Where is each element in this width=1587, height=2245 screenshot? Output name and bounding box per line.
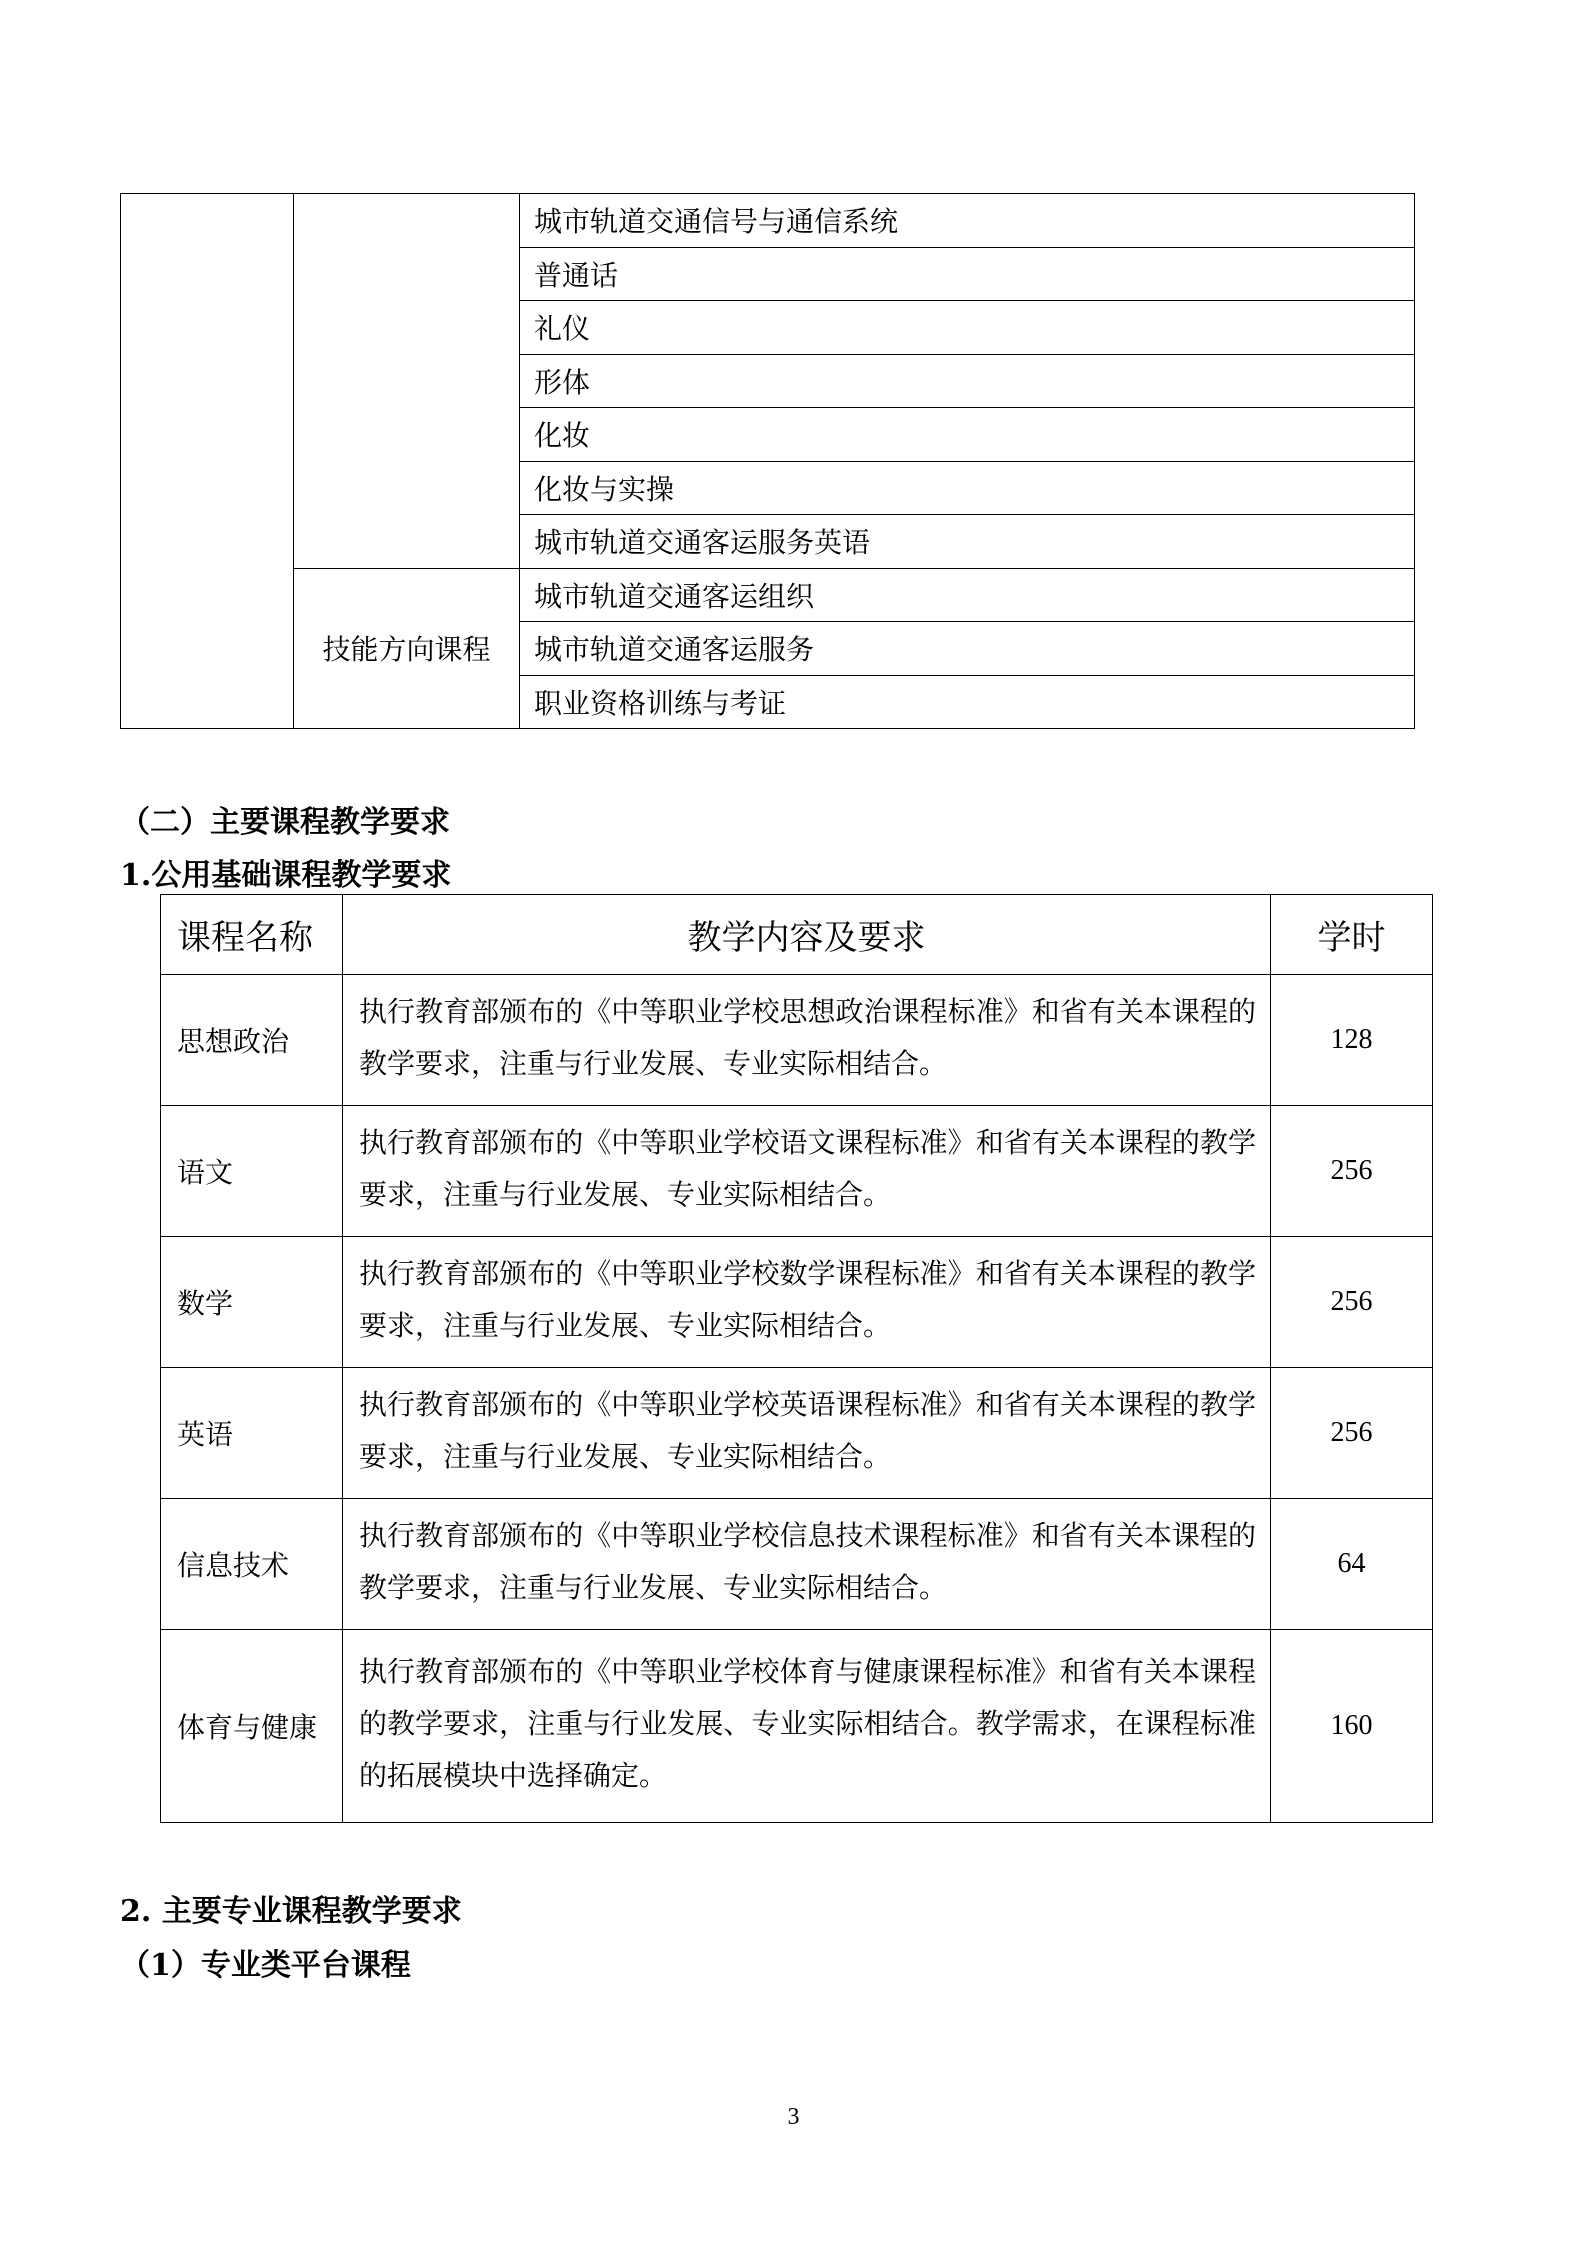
course-item: 普通话 (520, 247, 1415, 301)
table-header-row (161, 895, 1433, 975)
course-item: 城市轨道交通信号与通信系统 (520, 194, 1415, 248)
course-item: 城市轨道交通客运组织 (520, 568, 1415, 622)
course-hours: 256 (1271, 1106, 1433, 1237)
course-hours: 128 (1271, 975, 1433, 1106)
course-name: 数学 (161, 1237, 343, 1368)
course-hours: 256 (1271, 1368, 1433, 1499)
course-item: 城市轨道交通客运服务英语 (520, 515, 1415, 569)
table-row (161, 1106, 1433, 1237)
skill-category-cell: 技能方向课程 (294, 568, 520, 729)
course-content: 执行教育部颁布的《中等职业学校语文课程标准》和省有关本课程的教学要求，注重与行业发展、专业实际相结合。 (343, 1106, 1271, 1237)
empty-subcategory-cell (294, 194, 520, 569)
course-content: 执行教育部颁布的《中等职业学校数学课程标准》和省有关本课程的教学要求，注重与行业发展、专业实际相结合。 (343, 1237, 1271, 1368)
course-hours: 64 (1271, 1499, 1433, 1630)
course-content: 执行教育部颁布的《中等职业学校英语课程标准》和省有关本课程的教学要求，注重与行业发展、专业实际相结合。 (343, 1368, 1271, 1499)
course-item: 城市轨道交通客运服务 (520, 622, 1415, 676)
header-course-name: 课程名称 (161, 895, 343, 975)
course-content: 执行教育部颁布的《中等职业学校思想政治课程标准》和省有关本课程的教学要求，注重与行业发展、专业实际相结合。 (343, 975, 1271, 1106)
subsection-heading: （1）专业类平台课程 (120, 1948, 411, 1983)
course-content: 执行教育部颁布的《中等职业学校信息技术课程标准》和省有关本课程的教学要求，注重与行业发展、专业实际相结合。 (343, 1499, 1271, 1630)
table-row (161, 1237, 1433, 1368)
course-item: 化妆与实操 (520, 461, 1415, 515)
course-name: 语文 (161, 1106, 343, 1237)
course-item: 职业资格训练与考证 (520, 675, 1415, 729)
course-hours: 160 (1271, 1630, 1433, 1823)
course-item: 礼仪 (520, 301, 1415, 355)
section-heading: （二）主要课程教学要求 (120, 805, 450, 840)
course-requirements-table (160, 894, 1433, 1823)
table-row (161, 1630, 1433, 1823)
course-content: 执行教育部颁布的《中等职业学校体育与健康课程标准》和省有关本课程的教学要求，注重与行业发展、专业实际相结合。教学需求，在课程标准的拓展模块中选择确定。 (343, 1630, 1271, 1823)
course-name: 体育与健康 (161, 1630, 343, 1823)
section-heading: 2. 主要专业课程教学要求 (120, 1894, 462, 1929)
table-row (161, 975, 1433, 1106)
empty-category-cell (121, 194, 294, 729)
subsection-heading: 1.公用基础课程教学要求 (120, 858, 452, 893)
table-row (161, 1499, 1433, 1630)
header-content: 教学内容及要求 (343, 895, 1271, 975)
course-name: 信息技术 (161, 1499, 343, 1630)
table-row (121, 194, 1415, 248)
page-number: 3 (787, 2104, 800, 2130)
course-name: 思想政治 (161, 975, 343, 1106)
table-row (161, 1368, 1433, 1499)
header-hours: 学时 (1271, 895, 1433, 975)
course-item: 化妆 (520, 408, 1415, 462)
course-hours: 256 (1271, 1237, 1433, 1368)
table-row (121, 568, 1415, 622)
curriculum-structure-table (120, 193, 1415, 729)
course-item: 形体 (520, 354, 1415, 408)
course-name: 英语 (161, 1368, 343, 1499)
